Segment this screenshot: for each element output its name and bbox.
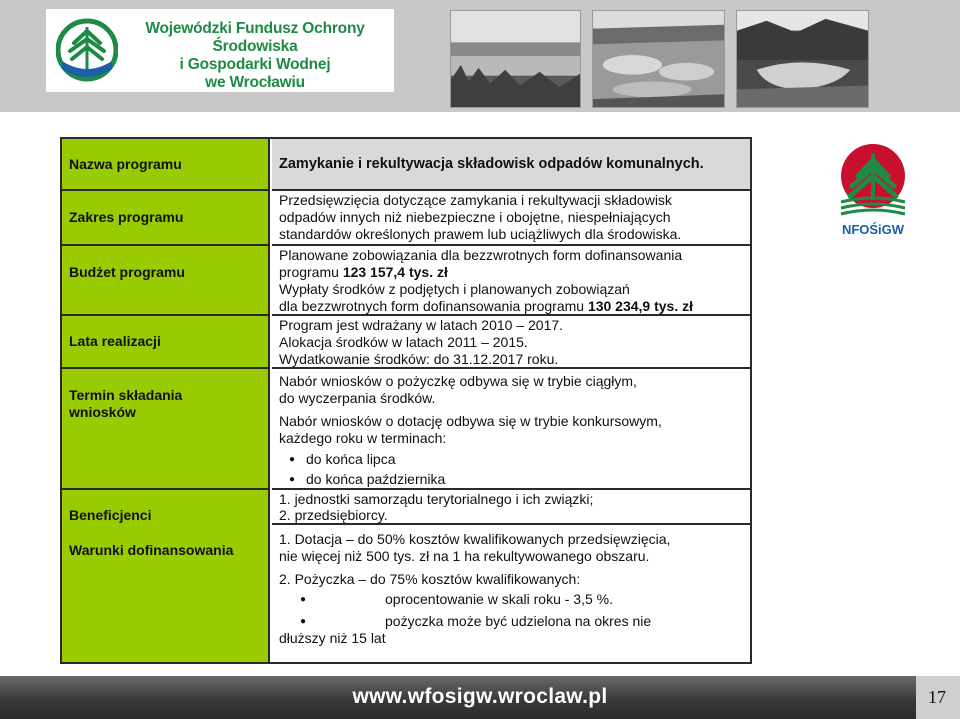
text-line: odpadów innych niż niebezpieczne i obojętne, niespełniających [279,209,671,225]
value-cell [272,139,750,191]
text-part: programu [279,264,343,280]
payment-amount: 130 234,9 tys. zł [587,298,694,314]
text-part: dla bezzwrotnych form dofinansowania programu [279,298,588,314]
text-line: pożyczka może być udzielona na okres nie [385,613,652,629]
text-line: nie więcej niż 500 tys. zł na 1 ha rekultywowanego obszaru. [279,548,650,564]
logo-line-2: i Gospodarki Wodnej [179,56,331,73]
text-line: 1. jednostki samorządu terytorialnego i ich związki; [279,491,594,507]
bullet-text: do końca lipca [306,451,396,467]
wetland-photo [592,10,725,108]
wfosigw-logo[interactable] [46,9,394,92]
text-line: Wypłaty środków z podjętych i planowanych zobowiązań [279,281,630,297]
text-line: standardów określonych prawem lub uciążliwych dla środowiska. [279,226,682,242]
logo-line-3: we Wrocławiu [205,74,305,91]
nfosigw-logo[interactable] [836,142,910,242]
reservoir-photo [736,10,869,108]
website-link[interactable]: www.wfosigw.wroclaw.pl [352,685,608,708]
budget-amount: 123 157,4 tys. zł [342,264,448,280]
value-cell [272,191,750,246]
text-line: Nabór wniosków o pożyczkę odbywa się w trybie ciągłym, [279,373,637,389]
label-cell [62,246,270,316]
text-line: dłuższy niż 15 lat [279,630,386,646]
label-cell [62,525,270,662]
label-cell [62,191,270,246]
nfosigw-emblem-icon [836,142,910,222]
value-cell [272,369,750,490]
bullet-dot: ● [300,594,307,605]
bullet-text: do końca października [306,471,446,487]
text-line: 1. Dotacja – do 50% kosztów kwalifikowanych przedsięwzięcia, [279,531,671,547]
text-line: Planowane zobowiązania dla bezzwrotnych form dofinansowania [279,247,683,263]
row-label-line: wniosków [69,404,136,420]
row-label: Nazwa programu [69,156,182,172]
text-line: Program jest wdrażany w latach 2010 – 2017. [279,317,564,333]
text-line [279,298,693,315]
nfosigw-logo-text: NFOŚiGW [841,222,905,237]
text-line: Nabór wniosków o dotację odbywa się w trybie konkursowym, [279,413,662,429]
header-band [0,0,960,112]
row-label: Budżet programu [69,264,185,280]
row-program-name [62,139,750,191]
bullet-dot: ● [300,616,307,627]
row-label-line: Termin składania [69,387,183,403]
row-application-deadline [62,369,750,490]
text-line [279,264,448,281]
row-program-scope [62,191,750,246]
bullet-dot: ● [289,454,296,465]
row-label: Beneficjenci [69,507,152,523]
text-line: Alokacja środków w latach 2011 – 2015. [279,334,528,350]
label-cell [62,139,270,191]
row-label: Lata realizacji [69,333,161,349]
row-label: Warunki dofinansowania [69,542,234,558]
lake-photo [450,10,581,108]
page-number: 17 [928,687,946,707]
value-cell [272,316,750,369]
bullet-dot: ● [289,474,296,485]
row-label: Zakres programu [69,209,184,225]
row-program-budget [62,246,750,316]
footer-bar [0,676,960,719]
bullet-text: oprocentowanie w skali roku - 3,5 %. [385,591,613,607]
text-line: Wydatkowanie środków: do 31.12.2017 roku. [279,351,559,367]
row-beneficiaries [62,490,750,525]
logo-line-1: Wojewódzki Fundusz Ochrony Środowiska [145,20,365,55]
text-line: 2. Pożyczka – do 75% kosztów kwalifikowanych: [279,571,581,587]
value-cell [272,525,750,662]
text-line: 2. przedsiębiorcy. [279,507,388,523]
text-line: do wyczerpania środków. [279,390,436,406]
program-info-table [60,137,752,664]
text-line: Przedsięwzięcia dotyczące zamykania i rekultywacji składowisk [279,192,672,208]
logo-text [120,20,390,92]
row-implementation-years [62,316,750,369]
label-cell [62,490,270,525]
text-line: każdego roku w terminach: [279,430,447,446]
value-cell [272,490,750,525]
wfosigw-tree-icon [56,17,118,83]
value-cell [272,246,750,316]
label-cell [62,369,270,490]
program-title: Zamykanie i rekultywacja składowisk odpadów komunalnych. [279,156,704,172]
row-funding-conditions [62,525,750,662]
label-cell [62,316,270,369]
